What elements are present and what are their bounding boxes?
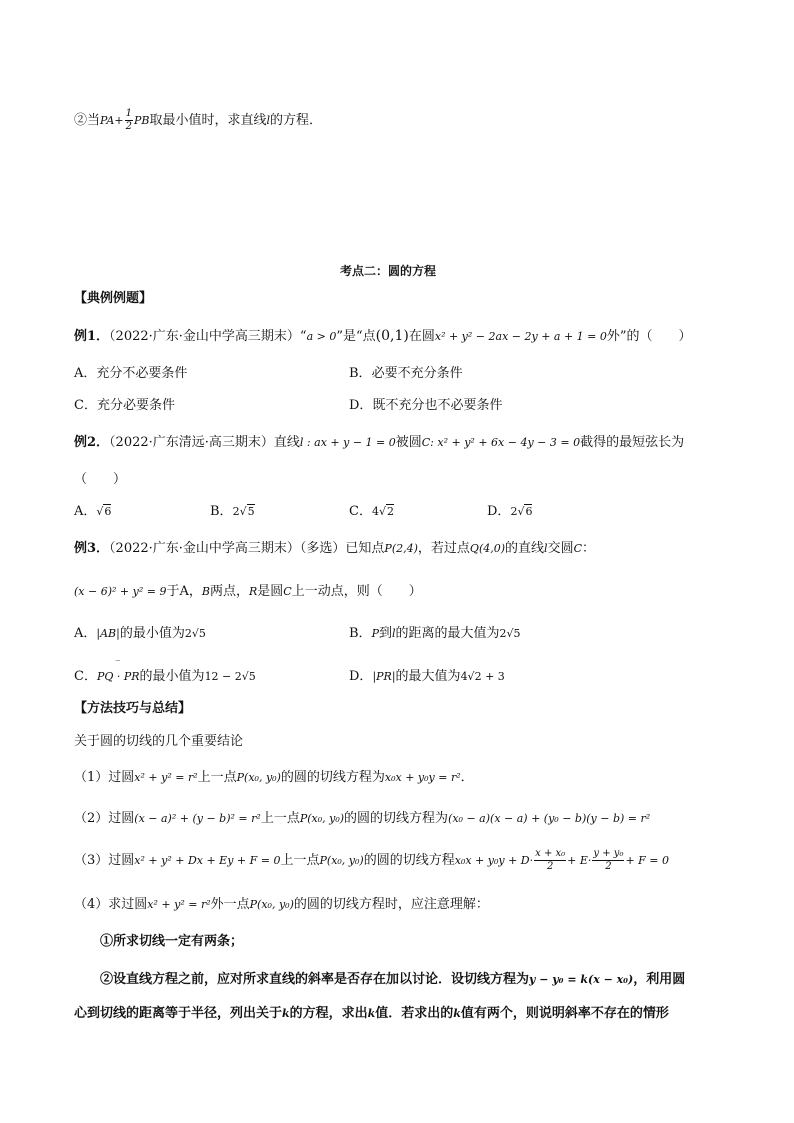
ex3-text-d: 交圆 — [547, 541, 574, 556]
conclusion-3: （3）过圆x² + y² + Dx + Ey + F = 0上一点P(x₀, y₀)的圆的切线方程x₀x + y₀y + D· $\frac{\text{x + x₀}}{2}$ + E· $\frac{\text{y + y₀}}{2}$ + F = 0 — [74, 848, 670, 872]
example-2 — [74, 431, 684, 450]
ex2-option-c: C．4√2 — [349, 504, 394, 519]
ex2-circle: C: x² + y² + 6x − 4y − 3 = 0 — [421, 436, 581, 449]
q2-pa: PA — [100, 114, 115, 127]
question-2-line — [74, 108, 322, 133]
ex3-c: C — [573, 542, 583, 555]
ex3-b: B — [201, 585, 210, 598]
conclusion-1: （1）过圆x² + y² = r²上一点P(x₀, y₀)的圆的切线方程为x₀x + y₀y = r²． — [74, 770, 474, 785]
ex3-text-c: 的直线 — [505, 541, 545, 556]
ex1-cond: a > 0 — [306, 330, 337, 343]
ex2-label: 例2． — [74, 435, 110, 450]
ex1-text-d: 外”的（ ） — [606, 329, 692, 344]
ex1-text-a: “ — [299, 329, 307, 344]
conclusion-4: （4）求过圆x² + y² = r²外一点P(x₀, y₀)的圆的切线方程时，应注意理解： — [74, 897, 489, 912]
q2-l: l — [266, 114, 270, 127]
ex3-text-e: 于A， — [166, 584, 202, 599]
ex3-option-b: B．P到l的距离的最大值为2√5 — [349, 626, 521, 641]
conclusion-2: （2）过圆(x − a)² + (y − b)² = r²上一点P(x₀, y₀)的圆的切线方程为(x₀ − a)(x − a) + (y₀ − b)(y − b) = r² — [74, 811, 651, 826]
q2-plus: + — [114, 114, 124, 127]
ex3-text-f: 两点， — [209, 584, 249, 599]
method-header: 【方法技巧与总结】 — [74, 701, 192, 716]
example-1 — [74, 325, 692, 344]
ex1-option-a: A．充分不必要条件 — [74, 366, 188, 381]
method-intro: 关于圆的切线的几个重要结论 — [74, 734, 244, 749]
ex3-r: R — [248, 585, 258, 598]
ex2-text-b: 被圆 — [395, 435, 422, 450]
ex2-text-a: 直线 — [273, 435, 300, 450]
ex1-source: （2022·广东·金山中学高三期末） — [109, 329, 300, 344]
ex1-option-d: D．既不充分也不必要条件 — [349, 398, 503, 413]
ex3-p: P(2,4) — [384, 542, 418, 555]
c3-fraction-1: $\frac{\text{x + x₀}}{2}$ — [535, 848, 566, 872]
ex1-text-b: ”是“点 — [336, 329, 376, 344]
q2-suffix: 取最小值时，求直线 — [149, 113, 267, 128]
ex2-option-a: A．√6 — [74, 504, 112, 519]
sub-point-2-cont: 心到切线的距离等于半径，列出关于k的方程，求出k值．若求出的k值有两个，则说明斜率不存在的情形 — [74, 1006, 669, 1021]
ex2-line: l : ax + y − 1 = 0 — [299, 436, 396, 449]
ex3-text-b: ，若过点 — [417, 541, 470, 556]
ex3-option-a: A．|AB|的最小值为2√5 — [74, 626, 206, 641]
ex3-text-h: 上一动点，则（ ） — [291, 584, 422, 599]
sub-point-1: ①所求切线一定有两条； — [100, 934, 244, 949]
ex2-option-d: D．2√6 — [487, 504, 533, 519]
section-title: 考点二：圆的方程 — [340, 264, 437, 278]
ex2-text-c: 截得的最短弦长为 — [580, 435, 685, 450]
ex1-label: 例1． — [74, 329, 110, 344]
ex3-label: 例3． — [74, 541, 110, 556]
ex3-text-g: 是圆 — [257, 584, 284, 599]
ex3-q: Q(4,0) — [469, 542, 506, 555]
ex3-colon: ： — [582, 541, 596, 556]
ex1-circle: x² + y² − 2ax − 2y + a + 1 = 0 — [434, 330, 607, 343]
ex1-option-b: B．必要不充分条件 — [349, 366, 463, 381]
typical-header: 【典例例题】 — [74, 291, 153, 306]
ex3-circle: (x − 6)² + y² = 9 — [74, 585, 167, 598]
ex3-option-d: D．|PR|的最大值为4√2 + 3 — [349, 669, 505, 684]
ex3-option-c: C．‾ PQ · PR的最小值为12 − 2√5 — [74, 665, 256, 684]
c3-fraction-2: $\frac{\text{y + y₀}}{2}$ — [593, 848, 624, 872]
ex2-option-b: B．2√5 — [210, 504, 255, 519]
q2-end: 的方程． — [270, 113, 323, 128]
ex3-source: （2022·广东·金山中学高三期末）（多选） — [109, 541, 346, 556]
ex2-paren: （ ） — [74, 472, 127, 487]
ex1-point: (0,1) — [375, 328, 409, 344]
ex3-text-a: 已知点 — [345, 541, 385, 556]
ex1-option-c: C．充分必要条件 — [74, 398, 175, 413]
q2-fraction: $\frac{1}{2}$ — [125, 108, 132, 132]
example-3-line-2: (x − 6)² + y² = 9于A，B两点，R是圆C上一动点，则（ ） — [74, 584, 422, 599]
q2-prefix: ②当 — [74, 113, 101, 128]
q2-pb: PB — [133, 114, 150, 127]
sub-point-2: ②设直线方程之前，应对所求直线的斜率是否存在加以讨论．设切线方程为y − y₀ = k(x − x₀)，利用圆 — [100, 972, 686, 987]
ex2-source: （2022·广东清远·高三期末） — [109, 435, 274, 450]
example-3: 例3．（2022·广东·金山中学高三期末）（多选）已知点P(2,4)，若过点Q(4,0)的直线l交圆C： — [74, 541, 596, 556]
ex1-text-c: 在圆 — [408, 329, 435, 344]
